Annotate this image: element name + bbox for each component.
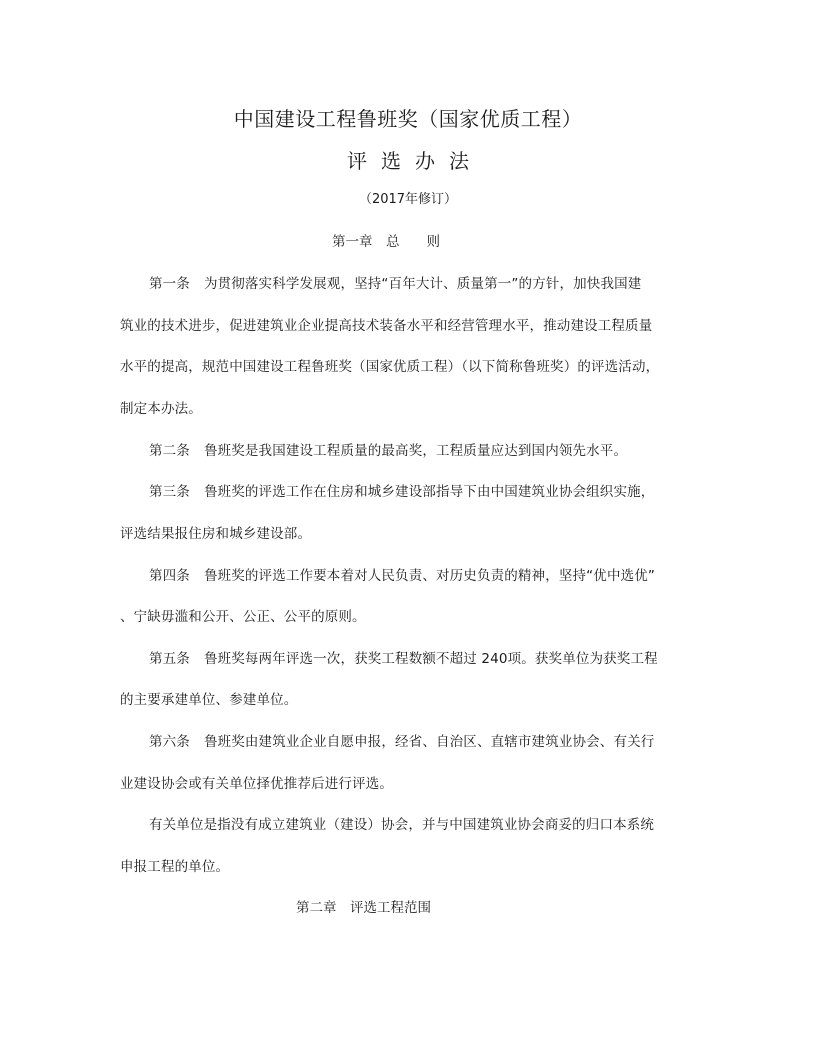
article-text: 鲁班奖每两年评选一次，获奖工程数额不超过 240项。获奖单位为获奖工程 bbox=[203, 651, 658, 667]
article-text: 申报工程的单位。 bbox=[120, 859, 230, 875]
paragraph-line bbox=[149, 441, 700, 461]
article-text: 为贯彻落实科学发展观，坚持“百年大计、质量第一”的方针，加快我国建 bbox=[203, 276, 642, 292]
article-text: 鲁班奖的评选工作要本着对人民负责、对历史负责的精神，坚持“优中选优” bbox=[203, 568, 656, 584]
paragraph-line bbox=[120, 690, 700, 710]
chapter-heading: 第二章 评选工程范围 bbox=[296, 900, 431, 916]
revision-note: （2017年修订） bbox=[358, 192, 458, 207]
paragraph-line bbox=[149, 482, 700, 502]
article-text: 有关单位是指没有成立建筑业（建设）协会，并与中国建筑业协会商妥的归口本系统 bbox=[149, 817, 655, 833]
paragraph-line bbox=[149, 815, 700, 835]
document-subtitle: 评选办法 bbox=[347, 149, 483, 173]
article-text: 评选结果报住房和城乡建设部。 bbox=[120, 526, 312, 542]
paragraph-line bbox=[120, 524, 700, 544]
paragraph-line bbox=[120, 399, 700, 419]
article-label: 第二条 bbox=[149, 443, 190, 459]
article-label: 第三条 bbox=[149, 484, 190, 500]
chapter-heading: 第一章 总 则 bbox=[332, 234, 440, 250]
article-text: 业建设协会或有关单位择优推荐后进行评选。 bbox=[120, 776, 393, 792]
paragraph-line bbox=[149, 732, 700, 752]
paragraph-line bbox=[149, 649, 700, 669]
article-text: 鲁班奖的评选工作在住房和城乡建设部指导下由中国建筑业协会组织实施， bbox=[203, 484, 655, 500]
article-text: 水平的提高，规范中国建设工程鲁班奖（国家优质工程）（以下简称鲁班奖）的评选活动， bbox=[120, 359, 660, 375]
article-label: 第六条 bbox=[149, 734, 190, 750]
paragraph-line bbox=[149, 566, 700, 586]
document-title: 中国建设工程鲁班奖（国家优质工程） bbox=[233, 107, 583, 131]
article-text: 的主要承建单位、参建单位。 bbox=[120, 692, 298, 708]
article-text: 、宁缺毋滥和公开、公正、公平的原则。 bbox=[120, 609, 366, 625]
article-text: 筑业的技术进步，促进建筑业企业提高技术装备水平和经营管理水平，推动建设工程质量 bbox=[120, 318, 653, 334]
article-text: 鲁班奖由建筑业企业自愿申报，经省、自治区、直辖市建筑业协会、有关行 bbox=[203, 734, 655, 750]
paragraph-line bbox=[120, 357, 700, 377]
paragraph-line bbox=[120, 607, 700, 627]
article-text: 制定本办法。 bbox=[120, 401, 202, 417]
article-label: 第一条 bbox=[149, 276, 190, 292]
paragraph-line bbox=[149, 274, 700, 294]
article-text: 鲁班奖是我国建设工程质量的最高奖，工程质量应达到国内领先水平。 bbox=[203, 443, 628, 459]
paragraph-line bbox=[120, 316, 700, 336]
article-label: 第四条 bbox=[149, 568, 190, 584]
article-label: 第五条 bbox=[149, 651, 190, 667]
paragraph-line bbox=[120, 857, 700, 877]
paragraph-line bbox=[120, 774, 700, 794]
